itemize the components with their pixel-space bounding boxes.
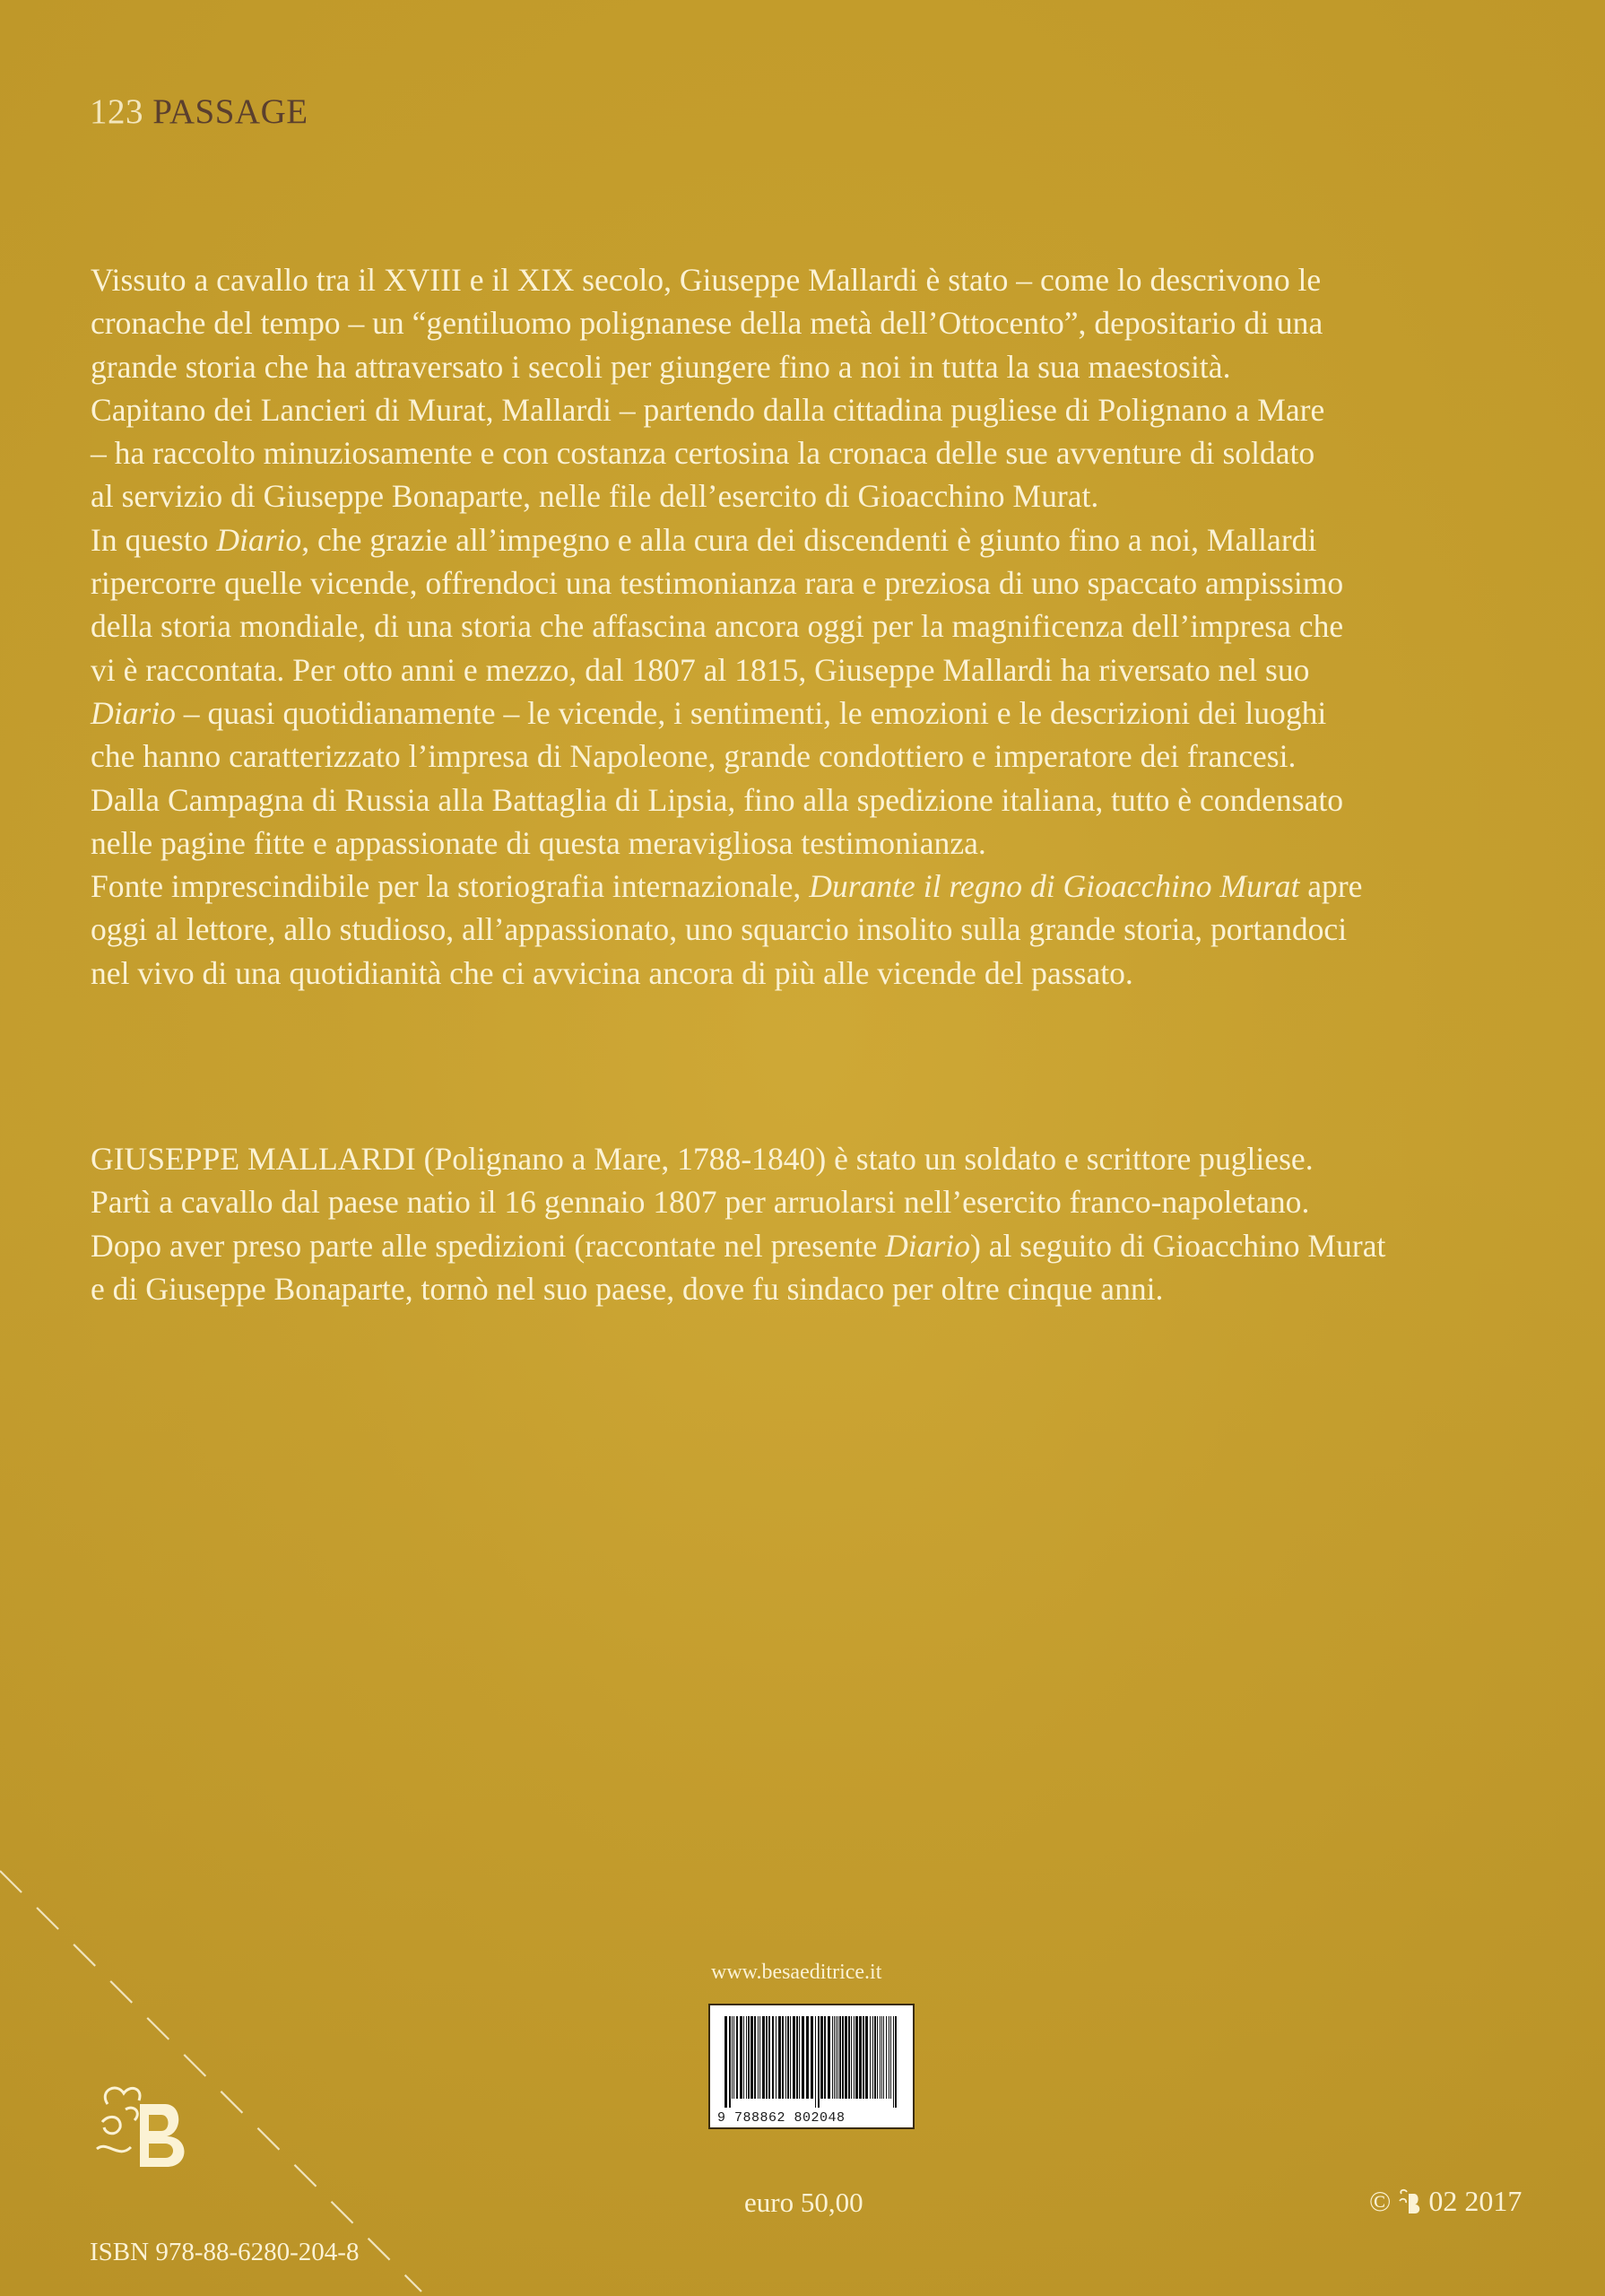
barcode-bar xyxy=(883,2016,884,2099)
text-span: In questo xyxy=(91,521,217,558)
barcode-bar xyxy=(820,2016,823,2099)
barcode xyxy=(708,2004,915,2129)
price: euro 50,00 xyxy=(744,2187,863,2218)
barcode-bar xyxy=(886,2016,887,2099)
text-span: ripercorre quelle vicende, offrendoci una testimonianza rara e preziosa di uno spaccato ampissimo xyxy=(91,565,1344,602)
barcode-bar xyxy=(851,2016,852,2099)
barcode-bar xyxy=(834,2016,835,2099)
barcode-bar xyxy=(796,2016,798,2099)
italic-title: Diario xyxy=(216,521,302,558)
barcode-bar xyxy=(748,2016,750,2099)
barcode-bar xyxy=(854,2016,855,2099)
barcode-bar xyxy=(890,2016,891,2099)
barcode-bar xyxy=(863,2016,864,2099)
text-span: Fonte imprescindibile per la storiografia internazionale, xyxy=(91,868,810,905)
text-span: Vissuto a cavallo tra il XVIII e il XIX secolo, Giuseppe Mallardi è stato – come lo descrivono le xyxy=(91,262,1322,298)
barcode-bar xyxy=(762,2016,765,2099)
barcode-bar xyxy=(758,2016,759,2099)
barcode-bar xyxy=(759,2016,760,2099)
barcode-bar xyxy=(872,2016,873,2099)
barcode-bar xyxy=(790,2016,791,2099)
text-span: e di Giuseppe Bonaparte, tornò nel suo paese, dove fu sindaco per oltre cinque anni. xyxy=(91,1270,1164,1307)
text-span: – quasi quotidianamente – le vicende, i sentimenti, le emozioni e le descrizioni dei luoghi xyxy=(175,694,1327,731)
text-span: GIUSEPPE MALLARDI (Polignano a Mare, 1788-1840) è stato un soldato e scrittore pugliese. xyxy=(91,1141,1314,1177)
barcode-bar xyxy=(750,2016,753,2099)
barcode-bar xyxy=(746,2016,747,2099)
barcode-bar xyxy=(782,2016,784,2099)
barcode-bar xyxy=(733,2016,734,2099)
publisher-website: www.besaeditrice.it xyxy=(711,1961,882,1984)
text-span: apre xyxy=(1299,868,1363,905)
italic-title: Durante il regno di Gioacchino Murat xyxy=(809,868,1300,905)
barcode-bar xyxy=(837,2016,838,2099)
barcode-bar xyxy=(799,2016,800,2099)
publisher-mini-logo-icon xyxy=(1398,2188,1421,2215)
barcode-bar xyxy=(815,2016,816,2108)
barcode-bar xyxy=(839,2016,841,2099)
barcode-bar xyxy=(880,2016,881,2099)
text-span: Capitano dei Lancieri di Murat, Mallardi – partendo dalla cittadina pugliese di Polignano a Mare xyxy=(91,391,1325,428)
barcode-bar xyxy=(842,2016,844,2099)
barcode-bar xyxy=(768,2016,770,2099)
barcode-bars xyxy=(723,2016,902,2108)
copyright-symbol: © xyxy=(1369,2185,1392,2217)
text-span: nel vivo di una quotidianità che ci avvicina ancora di più alle vicende del passato. xyxy=(91,954,1133,991)
text-span: della storia mondiale, di una storia che affascina ancora oggi per la magnificenza dell’impresa che xyxy=(91,608,1344,645)
barcode-bar xyxy=(785,2016,786,2099)
text-span: Dalla Campagna di Russia alla Battaglia di Lipsia, fino alla spedizione italiana, tutto è condensato xyxy=(91,781,1344,818)
text-span: oggi al lettore, allo studioso, all’appassionato, uno squarcio insolito sulla grande storia, portandoci xyxy=(91,911,1348,948)
barcode-number: 9 788862 802048 xyxy=(717,2110,846,2126)
barcode-bar xyxy=(793,2016,795,2099)
barcode-bar xyxy=(772,2016,774,2099)
barcode-bar xyxy=(874,2016,876,2099)
barcode-bar xyxy=(832,2016,833,2099)
text-span: – ha raccolto minuziosamente e con costanza certosina la cronaca delle sue avventure di soldato xyxy=(91,435,1315,472)
barcode-bar xyxy=(766,2016,768,2099)
text-span: vi è raccontata. Per otto anni e mezzo, dal 1807 al 1815, Giuseppe Mallardi ha riversato nel suo xyxy=(91,651,1310,688)
publisher-logo-icon xyxy=(90,2077,197,2176)
barcode-bar xyxy=(893,2016,894,2108)
text-span: ) al seguito di Gioacchino Murat xyxy=(969,1227,1386,1264)
italic-title: Diario xyxy=(91,694,176,731)
text-span: grande storia che ha attraversato i secoli per giungere fino a noi in tutta la sua maestosità. xyxy=(91,348,1231,385)
text-span: Partì a cavallo dal paese natio il 16 gennaio 1807 per arruolarsi nell’esercito franco-napoletano. xyxy=(91,1184,1310,1221)
barcode-bar xyxy=(743,2016,744,2099)
barcode-bar xyxy=(859,2016,862,2099)
copyright xyxy=(1369,2185,1522,2218)
barcode-bar xyxy=(740,2016,742,2099)
barcode-bar xyxy=(778,2016,781,2099)
barcode-bar xyxy=(881,2016,882,2099)
text-span: nelle pagine fitte e appassionate di questa meravigliosa testimonianza. xyxy=(91,824,986,861)
barcode-bar xyxy=(724,2016,727,2108)
barcode-bar xyxy=(732,2016,733,2099)
barcode-bar xyxy=(877,2016,878,2099)
barcode-bar xyxy=(818,2016,820,2108)
text-span: cronache del tempo – un “gentiluomo polignanese della metà dell’Ottocento”, depositario di una xyxy=(91,305,1323,342)
barcode-bar xyxy=(836,2016,837,2099)
barcode-bar xyxy=(802,2016,804,2099)
barcode-bar xyxy=(806,2016,809,2099)
isbn: ISBN 978-88-6280-204-8 xyxy=(90,2238,360,2266)
barcode-bar xyxy=(729,2016,731,2108)
barcode-bar xyxy=(870,2016,871,2099)
barcode-bar xyxy=(865,2016,868,2099)
text-span: che hanno caratterizzato l’impresa di Napoleone, grande condottiero e imperatore dei francesi. xyxy=(91,738,1297,775)
barcode-bar xyxy=(855,2016,858,2099)
text-span: al servizio di Giuseppe Bonaparte, nelle file dell’esercito di Gioacchino Murat. xyxy=(91,478,1099,515)
barcode-bar xyxy=(845,2016,847,2099)
text-span: Dopo aver preso parte alle spedizioni (raccontate nel presente xyxy=(91,1227,886,1264)
italic-title: Diario xyxy=(885,1227,970,1264)
barcode-bar xyxy=(787,2016,789,2099)
text-span: , che grazie all’impegno e alla cura dei discendenti è giunto fino a noi, Mallardi xyxy=(301,521,1317,558)
barcode-bar xyxy=(828,2016,830,2099)
barcode-bar xyxy=(736,2016,738,2099)
barcode-bar xyxy=(754,2016,756,2099)
barcode-bar xyxy=(811,2016,813,2099)
series-number: 123 xyxy=(90,92,143,131)
copyright-date: 02 2017 xyxy=(1428,2185,1523,2217)
barcode-bar xyxy=(824,2016,826,2099)
barcode-bar xyxy=(848,2016,850,2099)
barcode-bar xyxy=(895,2016,897,2108)
series-name: PASSAGE xyxy=(152,92,308,131)
